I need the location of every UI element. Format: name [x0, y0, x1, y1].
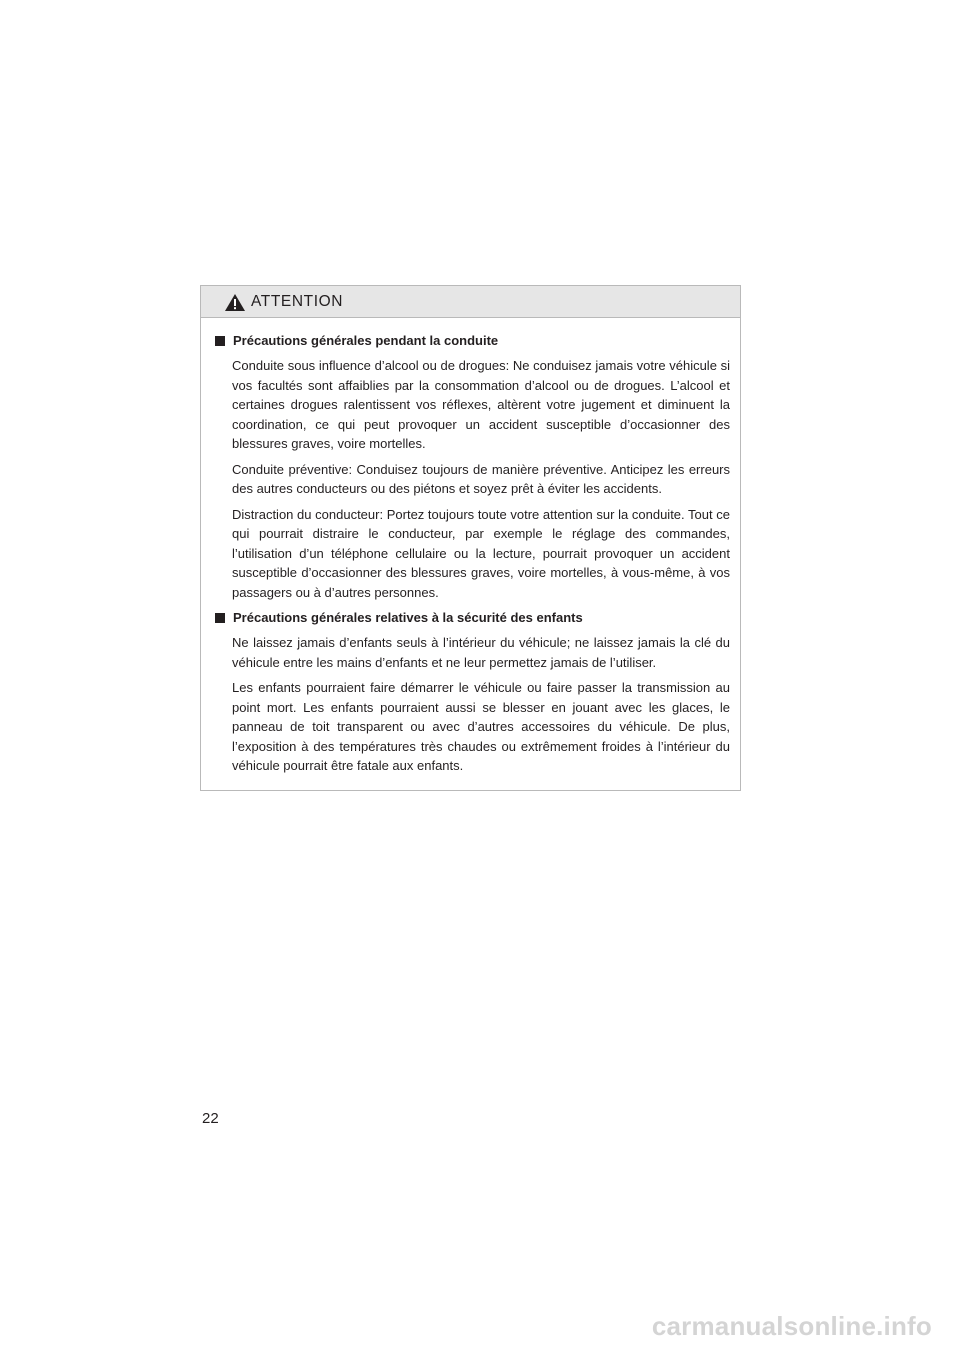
square-bullet-icon [215, 336, 225, 346]
section-title-text: Précautions générales relatives à la sécurité des enfants [233, 610, 583, 625]
section-title-text: Précautions générales pendant la conduite [233, 333, 499, 348]
attention-header [201, 286, 740, 318]
watermark[interactable]: carmanualsonline.info [651, 1311, 932, 1341]
paragraph-alcohol: Conduite sous influence d’alcool ou de drogues: Ne conduisez jamais votre véhicule si vos facultés sont affaiblies par la consommation d’alcool ou de drogues. L’alcool et certaines drogues ralentissent vos réflexes, altèrent votre jugement et diminuent la coordination, ce qui peut provoquer un accident susceptible d’occasionner des blessures graves, voire mortelles. [232, 358, 730, 451]
square-bullet-icon [215, 613, 225, 623]
paragraph-preventive: Conduite préventive: Conduisez toujours de manière préventive. Anticipez les erreurs des autres conducteurs ou des piétons et soyez prêt à éviter les accidents. [232, 461, 730, 496]
section-title-driving [215, 331, 730, 351]
attention-box [200, 285, 741, 791]
paragraph-children-risks: Les enfants pourraient faire démarrer le véhicule ou faire passer la transmission au point mort. Les enfants pourraient aussi se blesser en jouant avec les glaces, le panneau de toit transparent ou avec d’autres accessoires du véhicule. De plus, l’exposition à des températures très chaudes ou extrêmement froides à l’intérieur du véhicule pourrait être fatale aux enfants. [232, 680, 730, 773]
paragraph-children-alone: Ne laissez jamais d’enfants seuls à l’intérieur du véhicule; ne laissez jamais la clé du véhicule entre les mains d’enfants et ne leur permettez jamais de l’utiliser. [232, 635, 730, 670]
section-title-children [215, 608, 730, 628]
attention-body [201, 318, 740, 776]
attention-header-label: ATTENTION [251, 293, 344, 310]
warning-triangle-icon [224, 293, 246, 312]
page-number: 22 [202, 1110, 219, 1127]
paragraph-distraction: Distraction du conducteur: Portez toujours toute votre attention sur la conduite. Tout ce qui pourrait distraire le conducteur, par exemple le réglage des commandes, l’utilisation d’un téléphone cellulaire ou la lecture, pourrait provoquer un accident susceptible d’occasionner des blessures graves, voire mortelles, à vous-même, à vos passagers ou à d’autres personnes. [232, 506, 730, 600]
